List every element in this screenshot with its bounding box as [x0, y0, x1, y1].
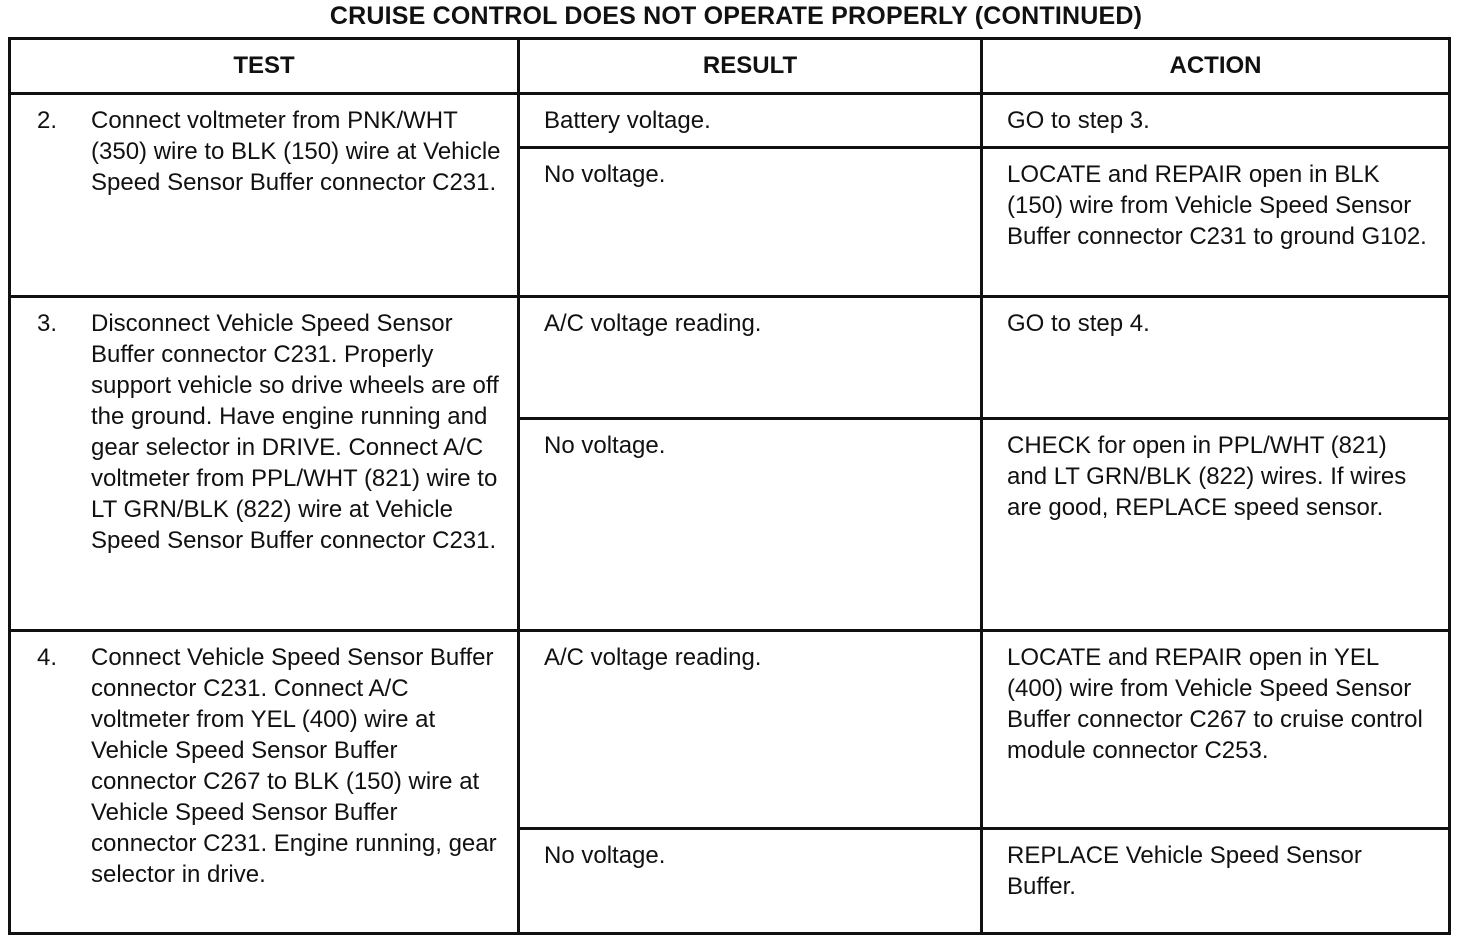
header-row — [10, 39, 1450, 94]
action-cell: LOCATE and REPAIR open in BLK (150) wire from Vehicle Speed Sensor Buffer connector C231 to ground G102. — [982, 148, 1450, 297]
test-text: Disconnect Vehicle Speed Sensor Buffer connector C231. Properly support vehicle so drive wheels are off the ground. Have engine running and gear selector in DRIVE. Connect A/C voltmeter from PPL/WHT (821) wire to LT GRN/BLK (822) wire at Vehicle Speed Sensor Buffer connector C231. — [91, 310, 499, 554]
result-cell: No voltage. — [519, 829, 982, 934]
test-cell-step-3 — [10, 297, 519, 631]
action-cell: CHECK for open in PPL/WHT (821) and LT GRN/BLK (822) wires. If wires are good, REPLACE speed sensor. — [982, 419, 1450, 631]
result-cell: No voltage. — [519, 419, 982, 631]
header-result: RESULT — [519, 39, 982, 94]
page-title: CRUISE CONTROL DOES NOT OPERATE PROPERLY (CONTINUED) — [329, 2, 1143, 30]
test-text: Connect Vehicle Speed Sensor Buffer connector C231. Connect A/C voltmeter from YEL (400) wire at Vehicle Speed Sensor Buffer connector C267 to BLK (150) wire at Vehicle Speed Sensor Buffer connector C231. Engine running, gear selector in drive. — [91, 644, 497, 888]
table-row — [10, 631, 1450, 829]
result-cell: Battery voltage. — [519, 94, 982, 148]
action-cell: GO to step 4. — [982, 297, 1450, 419]
test-cell-step-2 — [10, 94, 519, 297]
test-text: Connect voltmeter from PNK/WHT (350) wire to BLK (150) wire at Vehicle Speed Sensor Buffer connector C231. — [91, 107, 501, 196]
table-row — [10, 94, 1450, 148]
test-cell-step-4 — [10, 631, 519, 934]
table-row — [10, 297, 1450, 419]
action-cell: GO to step 3. — [982, 94, 1450, 148]
action-cell: REPLACE Vehicle Speed Sensor Buffer. — [982, 829, 1450, 934]
result-cell: No voltage. — [519, 148, 982, 297]
step-number: 2. — [37, 107, 58, 134]
step-number: 3. — [37, 310, 58, 337]
step-number: 4. — [37, 644, 58, 671]
header-action: ACTION — [982, 39, 1450, 94]
result-cell: A/C voltage reading. — [519, 631, 982, 829]
header-test: TEST — [10, 39, 519, 94]
diagnostic-table — [8, 37, 1451, 935]
action-cell: LOCATE and REPAIR open in YEL (400) wire from Vehicle Speed Sensor Buffer connector C267 to cruise control module connector C253. — [982, 631, 1450, 829]
result-cell: A/C voltage reading. — [519, 297, 982, 419]
